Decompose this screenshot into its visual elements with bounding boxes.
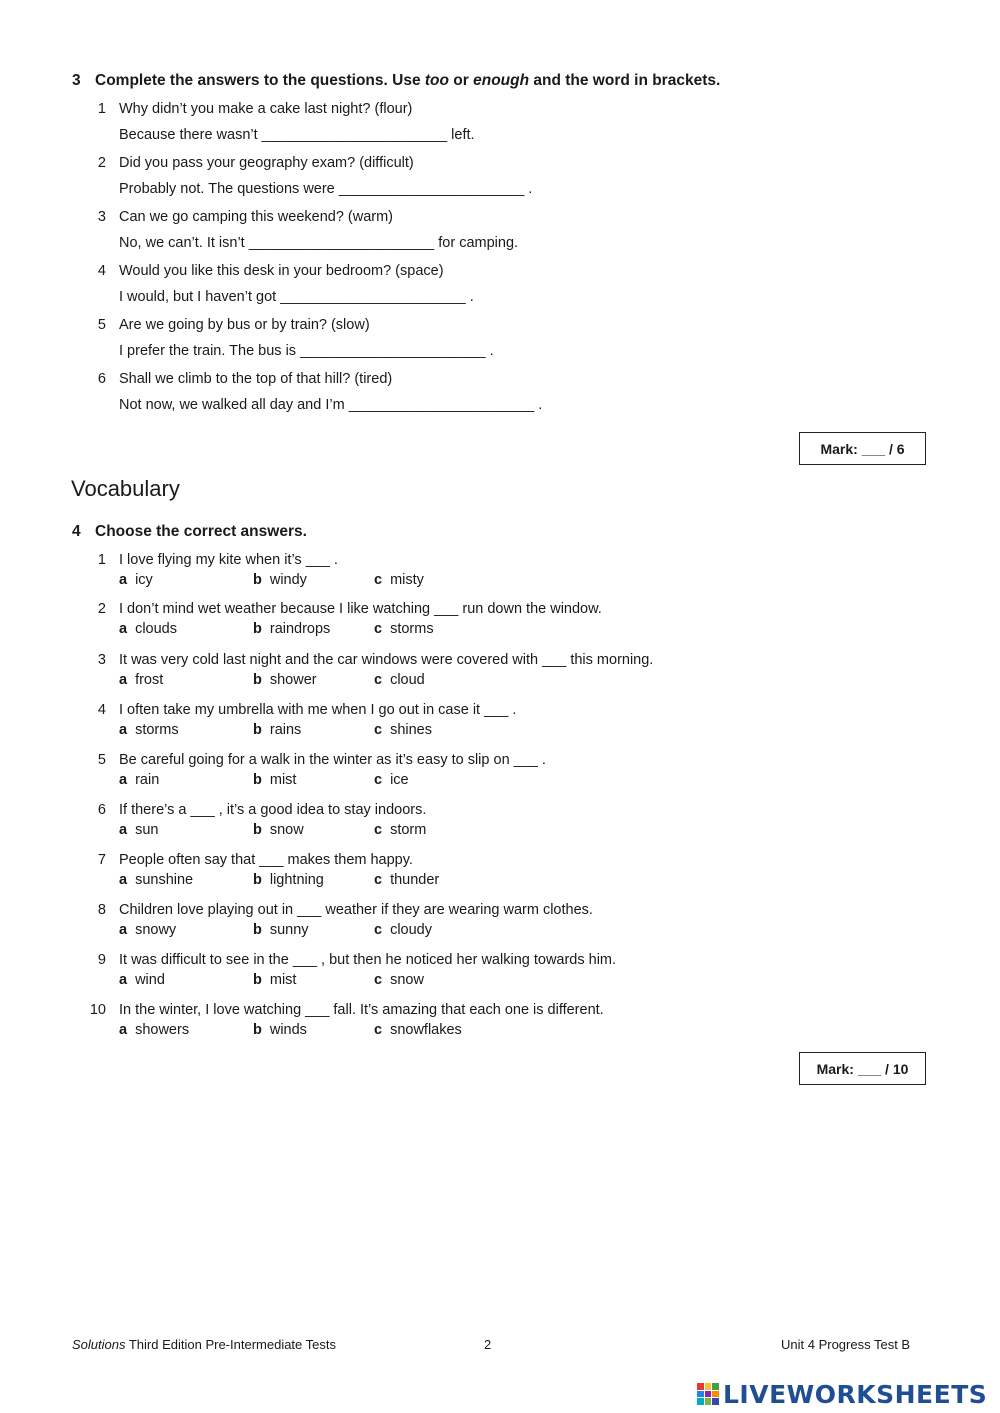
- option-text: frost: [135, 672, 164, 688]
- option-letter: a: [119, 922, 128, 938]
- option-text: snowflakes: [390, 1022, 462, 1038]
- item-answer-line[interactable]: No, we can’t. It isn’t _______________________ for camping.: [119, 235, 519, 251]
- item-question: Be careful going for a walk in the winter as it’s easy to slip on ___ .: [119, 752, 546, 768]
- logo-square: [697, 1391, 704, 1398]
- logo-square: [712, 1383, 719, 1390]
- option-text: misty: [390, 572, 424, 588]
- option-text: snow: [390, 972, 424, 988]
- option-text: rains: [269, 722, 302, 738]
- option-letter: b: [253, 872, 262, 888]
- footer-page-number: 2: [484, 1337, 492, 1352]
- option-text: mist: [269, 772, 297, 788]
- option-letter: b: [253, 572, 262, 588]
- item-question: In the winter, I love watching ___ fall. It’s amazing that each one is different.: [119, 1002, 604, 1018]
- item-number: 7: [97, 852, 106, 868]
- option-c[interactable]: [374, 722, 432, 738]
- item-question: Are we going by bus or by train? (slow): [119, 317, 370, 333]
- item-number: 5: [97, 317, 106, 333]
- option-letter: b: [253, 672, 262, 688]
- footer-series-italic: Solutions: [72, 1337, 126, 1352]
- heading-enough: enough: [473, 72, 530, 89]
- option-b[interactable]: [253, 922, 309, 938]
- item-number: 2: [97, 601, 106, 617]
- item-number: 4: [97, 263, 106, 279]
- option-text: rain: [135, 772, 160, 788]
- option-c[interactable]: [374, 772, 409, 788]
- option-text: wind: [135, 972, 165, 988]
- option-b[interactable]: [253, 1022, 307, 1038]
- item-question: Did you pass your geography exam? (difficult): [119, 155, 414, 171]
- logo-square: [712, 1398, 719, 1405]
- option-letter: c: [374, 872, 383, 888]
- item-question: It was very cold last night and the car windows were covered with ___ this morning.: [119, 652, 654, 668]
- option-letter: b: [253, 722, 262, 738]
- option-text: sunshine: [135, 872, 194, 888]
- option-letter: a: [119, 772, 128, 788]
- heading-text: Choose the correct answers.: [95, 523, 307, 540]
- item-question: I love flying my kite when it’s ___ .: [119, 552, 338, 568]
- option-text: shines: [390, 722, 432, 738]
- item-number: 3: [97, 209, 106, 225]
- option-b[interactable]: [253, 822, 304, 838]
- heading-text-end: and the word in brackets.: [529, 72, 721, 89]
- footer-unit: Unit 4 Progress Test B: [781, 1337, 911, 1352]
- option-letter: a: [119, 672, 128, 688]
- logo-icon: [697, 1383, 719, 1405]
- footer-series: [72, 1337, 336, 1352]
- item-question: Can we go camping this weekend? (warm): [119, 209, 394, 225]
- heading-or: or: [448, 72, 474, 89]
- item-number: 10: [89, 1002, 106, 1018]
- option-a[interactable]: [119, 772, 159, 788]
- option-c[interactable]: [374, 822, 426, 838]
- option-letter: a: [119, 1022, 128, 1038]
- option-letter: b: [253, 822, 262, 838]
- option-b[interactable]: [253, 772, 296, 788]
- item-number: 9: [97, 952, 106, 968]
- option-text: snowy: [135, 922, 177, 938]
- option-c[interactable]: [374, 572, 424, 588]
- option-c[interactable]: [374, 872, 439, 888]
- option-letter: b: [253, 972, 262, 988]
- item-number: 1: [97, 552, 106, 568]
- option-letter: b: [253, 922, 262, 938]
- option-text: ice: [390, 772, 409, 788]
- logo-square: [697, 1398, 704, 1405]
- option-b[interactable]: [253, 722, 301, 738]
- item-number: 8: [97, 902, 106, 918]
- heading-too: too: [424, 72, 449, 89]
- option-a[interactable]: [119, 972, 165, 988]
- option-letter: a: [119, 621, 128, 637]
- option-c[interactable]: [374, 972, 424, 988]
- option-letter: c: [374, 621, 383, 637]
- item-question: People often say that ___ makes them happy.: [119, 852, 413, 868]
- option-text: raindrops: [269, 621, 331, 637]
- option-text: clouds: [135, 621, 177, 637]
- logo-square: [705, 1398, 712, 1405]
- option-letter: c: [374, 1022, 383, 1038]
- option-text: showers: [135, 1022, 190, 1038]
- item-answer-line[interactable]: Not now, we walked all day and I’m _______________________ .: [119, 397, 543, 413]
- option-a[interactable]: [119, 672, 163, 688]
- option-text: storms: [135, 722, 179, 738]
- item-number: 4: [97, 702, 106, 718]
- item-answer-line[interactable]: Because there wasn’t _______________________ left.: [119, 127, 475, 143]
- option-a[interactable]: [119, 872, 193, 888]
- option-text: snow: [269, 822, 304, 838]
- item-number: 2: [97, 155, 106, 171]
- option-letter: a: [119, 722, 128, 738]
- item-question: I don’t mind wet weather because I like watching ___ run down the window.: [119, 601, 602, 617]
- option-c[interactable]: [374, 672, 425, 688]
- option-text: lightning: [269, 872, 324, 888]
- section-title-vocabulary: Vocabulary: [71, 476, 180, 501]
- item-question: I often take my umbrella with me when I go out in case it ___ .: [119, 702, 517, 718]
- exercise-number: 4: [72, 523, 81, 540]
- logo-square: [697, 1383, 704, 1390]
- item-question: Shall we climb to the top of that hill? (tired): [119, 371, 393, 387]
- option-c[interactable]: [374, 1022, 462, 1038]
- option-b[interactable]: [253, 621, 330, 637]
- item-number: 1: [97, 101, 106, 117]
- logo-square: [712, 1391, 719, 1398]
- option-letter: c: [374, 822, 383, 838]
- option-letter: b: [253, 621, 262, 637]
- heading-text: Complete the answers to the questions. Use: [95, 72, 425, 89]
- option-text: thunder: [390, 872, 440, 888]
- item-number: 6: [97, 371, 106, 387]
- exercise-3-heading: [72, 72, 720, 90]
- item-question: Why didn’t you make a cake last night? (flour): [119, 101, 413, 117]
- item-answer-line[interactable]: Probably not. The questions were _______________________ .: [119, 181, 533, 197]
- item-number: 5: [97, 752, 106, 768]
- option-c[interactable]: [374, 922, 432, 938]
- mark-box-exercise-4: Mark: ___ / 10: [799, 1052, 926, 1085]
- option-a[interactable]: [119, 922, 176, 938]
- option-letter: c: [374, 972, 383, 988]
- option-letter: c: [374, 672, 383, 688]
- option-b[interactable]: [253, 572, 307, 588]
- option-a[interactable]: [119, 621, 177, 637]
- liveworksheets-logo: [697, 1378, 987, 1410]
- item-question: Children love playing out in ___ weather if they are wearing warm clothes.: [119, 902, 593, 918]
- item-answer-line[interactable]: I prefer the train. The bus is _______________________ .: [119, 343, 494, 359]
- logo-text: LIVEWORKSHEETS: [723, 1379, 988, 1409]
- option-a[interactable]: [119, 722, 179, 738]
- option-text: storms: [390, 621, 434, 637]
- option-letter: c: [374, 922, 383, 938]
- option-text: cloud: [390, 672, 425, 688]
- option-text: shower: [269, 672, 317, 688]
- option-letter: a: [119, 572, 128, 588]
- exercise-4-heading: [72, 523, 307, 541]
- item-number: 3: [97, 652, 106, 668]
- option-letter: b: [253, 1022, 262, 1038]
- option-letter: a: [119, 972, 128, 988]
- option-text: winds: [269, 1022, 307, 1038]
- option-text: icy: [135, 572, 153, 588]
- option-letter: a: [119, 872, 128, 888]
- option-text: cloudy: [390, 922, 432, 938]
- option-b[interactable]: [253, 972, 296, 988]
- exercise-number: 3: [72, 72, 81, 89]
- option-a[interactable]: [119, 1022, 189, 1038]
- option-c[interactable]: [374, 621, 434, 637]
- item-question: It was difficult to see in the ___ , but then he noticed her walking towards him.: [119, 952, 617, 968]
- logo-square: [705, 1391, 712, 1398]
- option-a[interactable]: [119, 572, 153, 588]
- option-letter: c: [374, 572, 383, 588]
- option-b[interactable]: [253, 672, 317, 688]
- logo-square: [705, 1383, 712, 1390]
- option-text: sun: [135, 822, 159, 838]
- option-text: mist: [269, 972, 297, 988]
- option-text: sunny: [269, 922, 309, 938]
- item-answer-line[interactable]: I would, but I haven’t got _______________________ .: [119, 289, 474, 305]
- option-letter: c: [374, 722, 383, 738]
- mark-box-exercise-3: Mark: ___ / 6: [799, 432, 926, 465]
- option-text: windy: [269, 572, 307, 588]
- footer-series-title: Third Edition Pre-Intermediate Tests: [125, 1337, 336, 1352]
- item-number: 6: [97, 802, 106, 818]
- item-question: Would you like this desk in your bedroom? (space): [119, 263, 444, 279]
- option-letter: c: [374, 772, 383, 788]
- option-a[interactable]: [119, 822, 158, 838]
- item-question: If there’s a ___ , it’s a good idea to stay indoors.: [119, 802, 427, 818]
- option-letter: b: [253, 772, 262, 788]
- option-letter: a: [119, 822, 128, 838]
- option-text: storm: [390, 822, 427, 838]
- option-b[interactable]: [253, 872, 324, 888]
